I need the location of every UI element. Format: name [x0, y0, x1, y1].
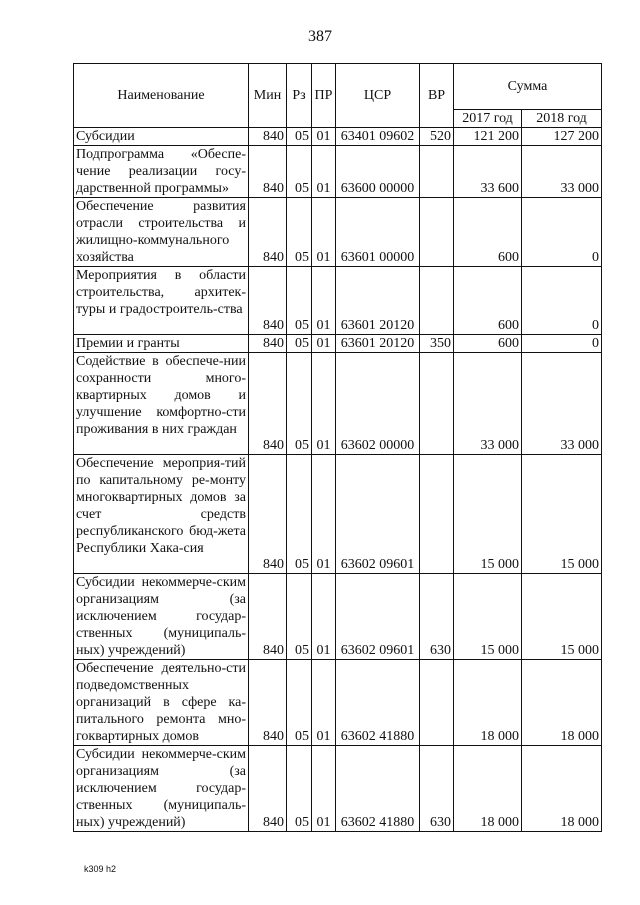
row-vr — [420, 660, 454, 746]
row-rz: 05 — [287, 335, 312, 353]
row-2017: 18 000 — [454, 660, 522, 746]
table-row — [74, 455, 602, 574]
header-sum: Сумма — [454, 64, 602, 110]
row-min: 840 — [249, 198, 287, 267]
header-2018: 2018 год — [522, 110, 602, 128]
row-pr: 01 — [312, 353, 336, 455]
row-rz: 05 — [287, 353, 312, 455]
row-2018: 0 — [522, 267, 602, 335]
row-vr: 350 — [420, 335, 454, 353]
row-rz: 05 — [287, 198, 312, 267]
row-name: Подпрограмма «Обеспе-чение реализации госу-дарственной программы» — [74, 146, 249, 198]
row-name: Обеспечение деятельно-сти подведомственных организаций в сфере ка-питального ремонта мно-гоквартирных домов — [74, 660, 249, 746]
row-vr: 520 — [420, 128, 454, 146]
row-csr: 63600 00000 — [336, 146, 420, 198]
row-2017: 15 000 — [454, 574, 522, 660]
header-csr: ЦСР — [336, 64, 420, 128]
row-min: 840 — [249, 128, 287, 146]
table-row — [74, 574, 602, 660]
row-csr: 63602 09601 — [336, 574, 420, 660]
footer-code: k309 h2 — [84, 864, 117, 874]
row-csr: 63602 00000 — [336, 353, 420, 455]
row-name: Обеспечение мероприя-тий по капитальному ре-монту многоквартирных домов за счет средств республиканского бюд-жета Республики Хака-сия — [74, 455, 249, 574]
row-rz: 05 — [287, 267, 312, 335]
row-csr: 63602 41880 — [336, 660, 420, 746]
row-rz: 05 — [287, 146, 312, 198]
row-min: 840 — [249, 574, 287, 660]
row-name: Содействие в обеспече-нии сохранности много-квартирных домов и улучшение комфортно-сти проживания в них граждан — [74, 353, 249, 455]
row-pr: 01 — [312, 335, 336, 353]
row-vr: 630 — [420, 574, 454, 660]
table-row — [74, 353, 602, 455]
row-rz: 05 — [287, 746, 312, 832]
row-2017: 600 — [454, 335, 522, 353]
row-2017: 33 600 — [454, 146, 522, 198]
row-vr: 630 — [420, 746, 454, 832]
table-row — [74, 335, 602, 353]
table-row — [74, 746, 602, 832]
row-vr — [420, 198, 454, 267]
row-pr: 01 — [312, 267, 336, 335]
row-vr — [420, 455, 454, 574]
row-2017: 18 000 — [454, 746, 522, 832]
row-vr — [420, 353, 454, 455]
header-min: Мин — [249, 64, 287, 128]
row-2018: 18 000 — [522, 660, 602, 746]
row-2017: 121 200 — [454, 128, 522, 146]
row-2017: 15 000 — [454, 455, 522, 574]
table-row — [74, 660, 602, 746]
row-min: 840 — [249, 746, 287, 832]
row-2018: 15 000 — [522, 574, 602, 660]
header-rz: Рз — [287, 64, 312, 128]
row-csr: 63601 20120 — [336, 267, 420, 335]
row-2018: 0 — [522, 335, 602, 353]
row-2018: 18 000 — [522, 746, 602, 832]
row-vr — [420, 267, 454, 335]
row-pr: 01 — [312, 128, 336, 146]
row-csr: 63401 09602 — [336, 128, 420, 146]
page-number: 387 — [308, 28, 332, 45]
row-rz: 05 — [287, 574, 312, 660]
header-pr: ПР — [312, 64, 336, 128]
row-2018: 33 000 — [522, 146, 602, 198]
row-name: Обеспечение развития отрасли строительства и жилищно-коммунального хозяйства — [74, 198, 249, 267]
header-2017: 2017 год — [454, 110, 522, 128]
row-csr: 63601 00000 — [336, 198, 420, 267]
row-csr: 63602 41880 — [336, 746, 420, 832]
row-name: Субсидии некоммерче-ским организациям (за исключением государ-ственных (муниципаль-ных) учреждений) — [74, 574, 249, 660]
row-pr: 01 — [312, 146, 336, 198]
row-2018: 127 200 — [522, 128, 602, 146]
row-min: 840 — [249, 267, 287, 335]
row-csr: 63601 20120 — [336, 335, 420, 353]
row-name: Премии и гранты — [74, 335, 249, 353]
row-2017: 33 000 — [454, 353, 522, 455]
row-min: 840 — [249, 146, 287, 198]
row-min: 840 — [249, 455, 287, 574]
row-2017: 600 — [454, 267, 522, 335]
row-pr: 01 — [312, 198, 336, 267]
header-name: Наименование — [74, 64, 249, 128]
table-row — [74, 146, 602, 198]
row-2018: 33 000 — [522, 353, 602, 455]
row-2018: 0 — [522, 198, 602, 267]
row-min: 840 — [249, 335, 287, 353]
row-pr: 01 — [312, 574, 336, 660]
row-name: Субсидии — [74, 128, 249, 146]
table-row — [74, 128, 602, 146]
row-min: 840 — [249, 660, 287, 746]
row-pr: 01 — [312, 455, 336, 574]
row-pr: 01 — [312, 746, 336, 832]
row-pr: 01 — [312, 660, 336, 746]
row-csr: 63602 09601 — [336, 455, 420, 574]
row-vr — [420, 146, 454, 198]
row-name: Субсидии некоммерче-ским организациям (за исключением государ-ственных (муниципаль-ных) учреждений) — [74, 746, 249, 832]
row-rz: 05 — [287, 128, 312, 146]
budget-table — [73, 63, 602, 832]
row-rz: 05 — [287, 455, 312, 574]
table-row — [74, 198, 602, 267]
row-name: Мероприятия в области строительства, архитек-туры и градостроитель-ства — [74, 267, 249, 335]
row-2018: 15 000 — [522, 455, 602, 574]
row-rz: 05 — [287, 660, 312, 746]
row-min: 840 — [249, 353, 287, 455]
header-vr: ВР — [420, 64, 454, 128]
table-row — [74, 267, 602, 335]
row-2017: 600 — [454, 198, 522, 267]
